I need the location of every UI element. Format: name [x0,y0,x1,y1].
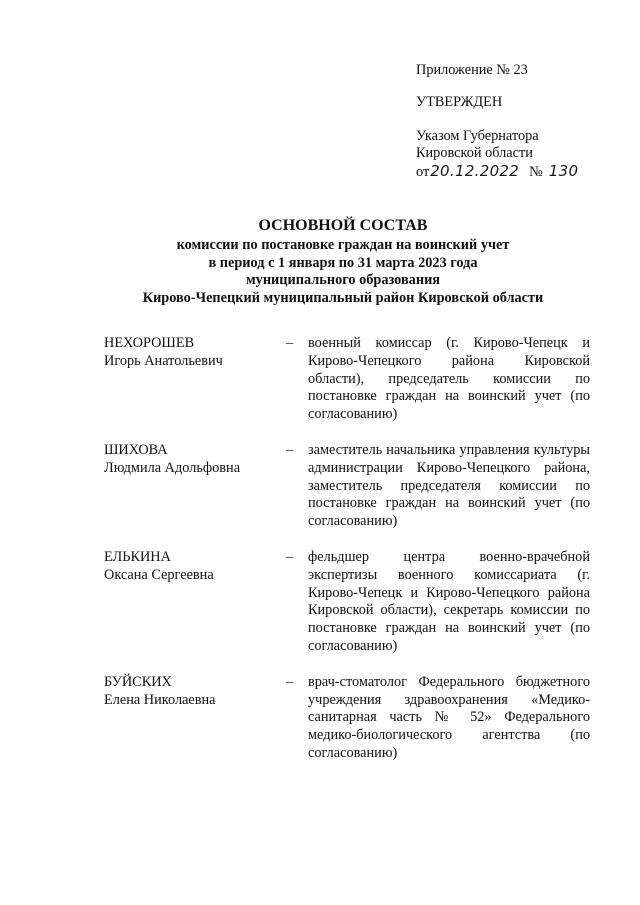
member-role: военный комиссар (г. Кирово-Чепецк и Кирово-Чепецкого района Кировской области), председатель комиссии по постановке граждан на воинский учет (по согласованию) [308,335,590,423]
member-given-name: Оксана Сергеевна [104,566,214,583]
member-surname: ШИХОВА [104,441,168,458]
member-given-name: Игорь Анатольевич [104,352,223,369]
member-dash: – [286,335,294,351]
title-line-2: в период с 1 января по 31 марта 2023 года [208,254,478,271]
decree-line-2: Кировской области [416,145,533,162]
title-line-3: муниципального образования [245,272,441,288]
handwritten-date: 20.12.2022 [430,162,520,181]
member-dash: – [286,673,294,690]
member-surname: НЕХОРОШЕВ [104,335,195,351]
member-row [104,442,590,531]
handwritten-number: 130 [548,162,579,181]
member-name [104,549,282,656]
number-label: № [529,164,543,181]
member-given-name: Людмила Адольфовна [104,459,241,476]
document-title-block [100,216,586,307]
appendix-label: Приложение № 23 [416,62,528,78]
document-title: ОСНОВНОЙ СОСТАВ [258,217,428,234]
member-row [104,674,590,763]
decree-line-1: Указом Губернатора [416,127,539,144]
member-role: фельдшер центра военно-врачебной экспертизы военного комиссариата (г. Кирово-Чепецк и Кирово-Чепецкого района Кировской области), секретарь комиссии по постановке граждан на воинский учет (по согласованию) [308,548,590,654]
member-dash: – [286,441,294,458]
member-role: врач-стоматолог Федерального бюджетного учреждения здравоохранения «Медико-санитарная часть № 52» Федерального медико-биологического агентства (по согласованию) [308,673,590,761]
member-row [104,549,590,656]
date-prefix: от [416,164,430,181]
member-role: заместитель начальника управления культуры администрации Кирово-Чепецкого района, заместитель председателя комиссии по постановке граждан на воинский учет (по согласованию) [308,441,590,530]
decree-date-line [416,163,616,182]
approval-stamp-block [416,62,616,182]
title-line-4: Кирово-Чепецкий муниципальный район Кировской области [142,289,544,306]
approved-label: УТВЕРЖДЕН [416,93,503,110]
member-name [104,335,282,424]
member-row [104,335,590,424]
member-name [104,674,282,763]
member-surname: БУЙСКИХ [104,673,172,690]
title-line-1: комиссии по постановке граждан на воинский учет [176,237,510,253]
member-dash: – [286,548,294,565]
member-given-name: Елена Николаевна [104,691,216,708]
members-list [104,335,590,763]
member-name [104,442,282,531]
member-surname: ЕЛЬКИНА [104,548,171,565]
